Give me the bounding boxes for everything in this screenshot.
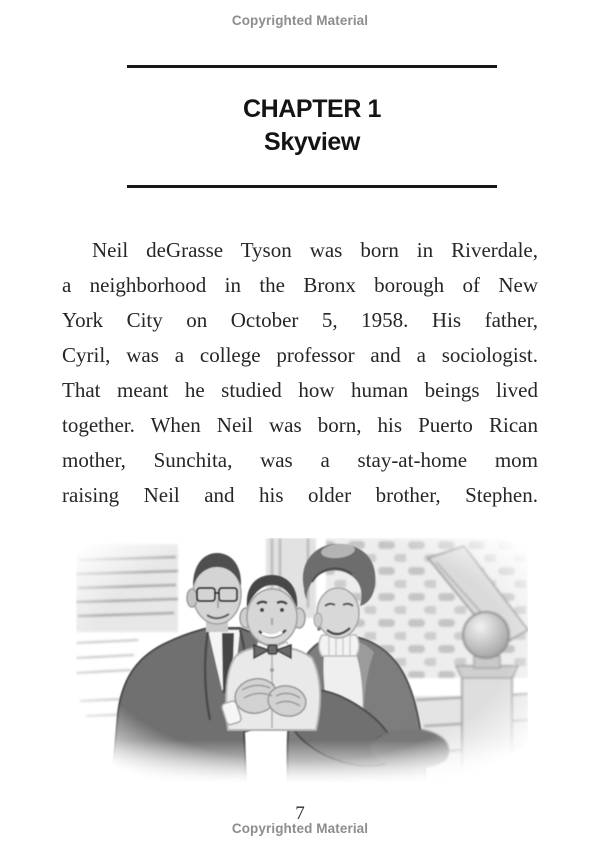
paragraph-line: mother, Sunchita, was a stay-at-home mom [62, 448, 538, 472]
paragraph-line: together. When Neil was born, his Puerto Rican [62, 413, 538, 437]
chapter-heading [127, 93, 497, 159]
paragraph-line: a neighborhood in the Bronx borough of New [62, 273, 538, 297]
paragraph-line: raising Neil and his older brother, Stephen. [62, 483, 538, 507]
copyright-notice-bottom: Copyrighted Material [231, 821, 369, 836]
chapter-title: Skyview [264, 128, 360, 156]
paragraph-line: Cyril, was a college professor and a sociologist. [62, 343, 538, 367]
paragraph-line: Neil deGrasse Tyson was born in Riverdale, [92, 238, 538, 262]
divider-top-rule [127, 65, 497, 68]
family-illustration [76, 538, 528, 783]
page-number: 7 [295, 803, 305, 824]
divider-bottom-rule [127, 185, 497, 188]
chapter-label: CHAPTER 1 [242, 95, 382, 123]
paragraph-line: York City on October 5, 1958. His father, [62, 308, 538, 332]
body-paragraph [62, 233, 538, 513]
bottom-fade [76, 740, 528, 783]
paragraph-line: That meant he studied how human beings lived [62, 378, 538, 402]
copyright-notice-top: Copyrighted Material [231, 13, 369, 28]
